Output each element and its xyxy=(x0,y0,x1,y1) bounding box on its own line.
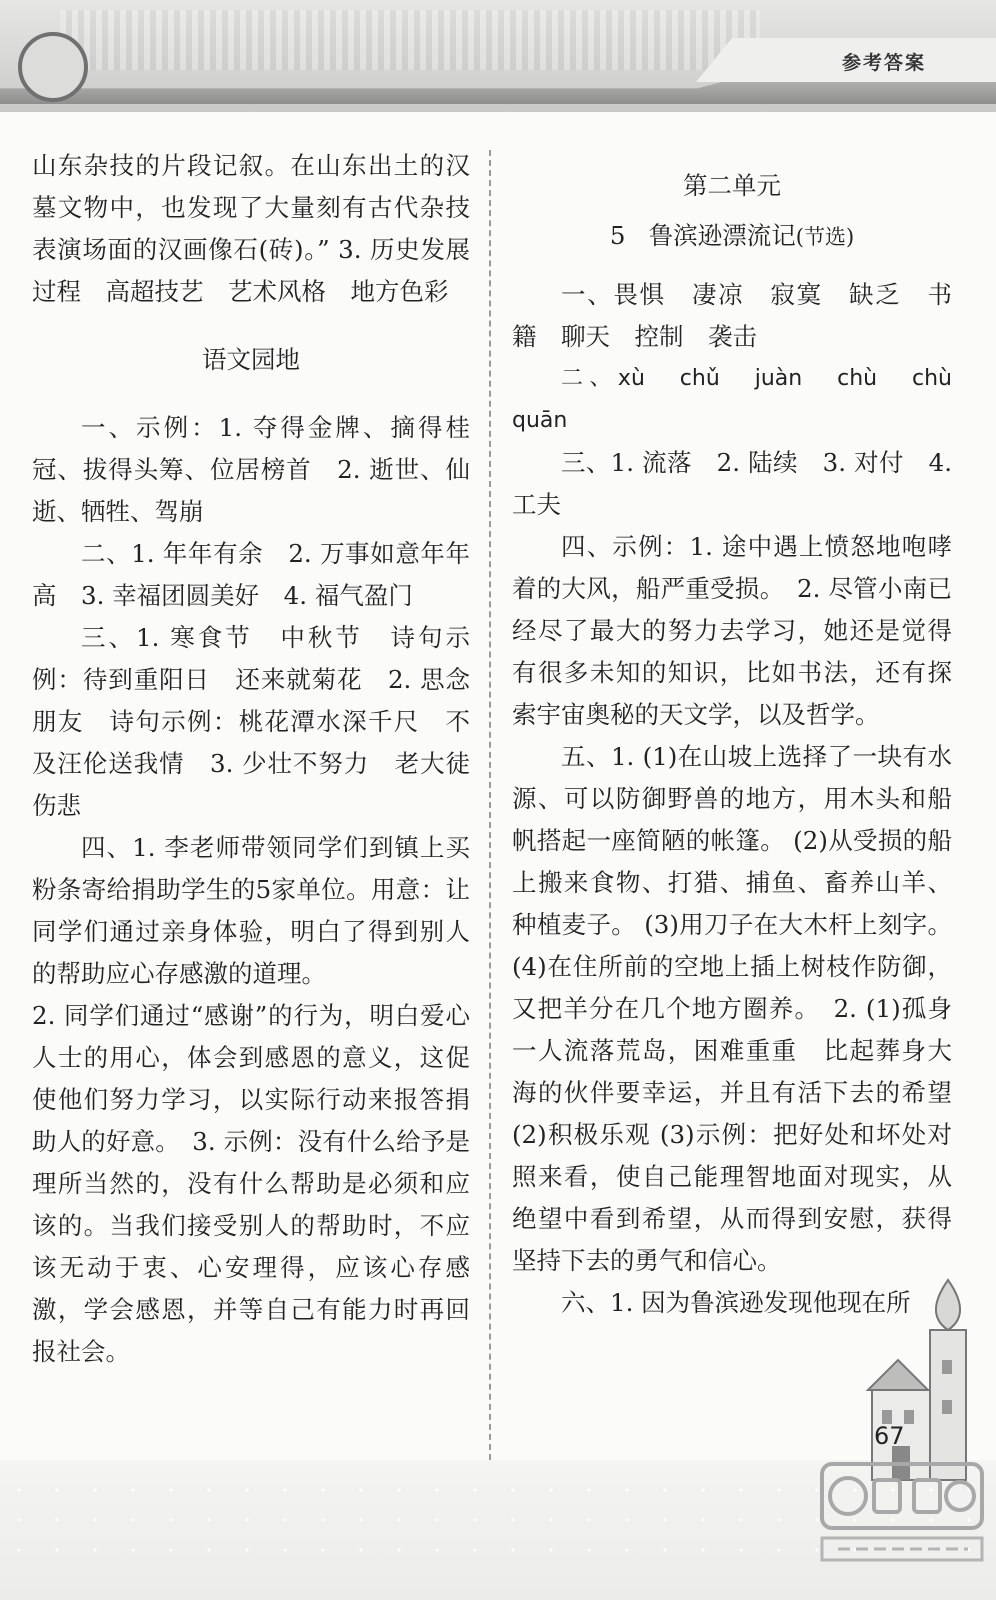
right-item-1: 一、畏惧 凄凉 寂寞 缺乏 书籍 聊天 控制 袭击 xyxy=(512,280,952,351)
right-item-2-pinyin: 二、xù chǔ juàn chù chù quān xyxy=(512,366,975,433)
left-column xyxy=(32,145,470,1373)
answer-item-1: 一、示例：1. 夺得金牌、摘得桂冠、拔得头筹、位居榜首 2. 逝世、仙逝、牺牲、驾崩 xyxy=(32,413,470,526)
header-label: 参考答案 xyxy=(841,52,926,74)
lesson-title-line xyxy=(512,215,952,258)
section-heading-yuwen-yuandi: 语文园地 xyxy=(202,345,300,374)
right-item-5: 五、1. (1)在山坡上选择了一块有水源、可以防御野兽的地方，用木头和船帆搭起一座简陋的帐篷。 (2)从受损的船上搬来食物、打猎、捕鱼、畜养山羊、种植麦子。 (3)用刀子在大木杆上刻字。 (4)在住所前的空地上插上树枝作防御，又把羊分在几个地方圈养。 2. (1)孤身一人流落荒岛，困难重重 比起葬身大海的伙伴要幸运，并且有活下去的希望 (2)积极乐观 (3)示例：把好处和坏处对照来看，使自己能理智地面对现实，从绝望中看到希望，从而得到安慰，获得坚持下去的勇气和信心。 xyxy=(512,742,977,1275)
right-column xyxy=(512,145,977,1324)
header-circle-ornament xyxy=(18,32,88,102)
right-item-6: 六、1. 因为鲁滨逊发现他现在所 xyxy=(561,1288,911,1317)
page-number: 67 xyxy=(874,1422,905,1450)
lesson-title: 鲁滨逊漂流记 xyxy=(648,221,796,250)
lesson-subtitle: (节选) xyxy=(795,225,855,249)
answer-item-2: 二、1. 年年有余 2. 万事如意年年高 3. 幸福团圆美好 4. 福气盈门 xyxy=(32,539,470,610)
unit-title: 第二单元 xyxy=(683,171,781,200)
header-stripes xyxy=(60,10,760,70)
answer-site-logo xyxy=(818,1458,988,1568)
right-item-4: 四、示例：1. 途中遇上愤怒地咆哮着的大风，船严重受损。 2. 尽管小南已经尽了最大的努力去学习，她还是觉得有很多未知的知识，比如书法，还有探索宇宙奥秘的天文学，以及哲学。 xyxy=(512,532,952,729)
page-header xyxy=(0,0,996,112)
answer-item-4: 四、1. 李老师带领同学们到镇上买粉条寄给捐助学生的5家单位。用意：让同学们通过亲身体验，明白了得到别人的帮助应心存感激的道理。 xyxy=(32,833,470,988)
column-divider xyxy=(489,150,491,1470)
left-intro-paragraph: 山东杂技的片段记叙。在山东出土的汉墓文物中，也发现了大量刻有古代杂技表演场面的汉画像石(砖)。” 3. 历史发展过程 高超技艺 艺术风格 地方色彩 xyxy=(32,151,470,306)
answer-item-4-continued: 2. 同学们通过“感谢”的行为，明白爱心人士的用心，体会到感恩的意义，这促使他们努力学习，以实际行动来报答捐助人的好意。 3. 示例：没有什么给予是理所当然的，没有什么帮助是必须和应该的。当我们接受别人的帮助时，不应该无动于衷、心安理得，应该心存感激，学会感恩，并等自己有能力时再回报社会。 xyxy=(32,1001,470,1366)
right-item-3: 三、1. 流落 2. 陆续 3. 对付 4. 工夫 xyxy=(512,448,952,519)
lesson-number: 5 xyxy=(609,221,626,250)
answer-item-3: 三、1. 寒食节 中秋节 诗句示例：待到重阳日 还来就菊花 2. 思念朋友 诗句示例：桃花潭水深千尺 不及汪伦送我情 3. 少壮不努力 老大徒伤悲 xyxy=(32,623,470,820)
